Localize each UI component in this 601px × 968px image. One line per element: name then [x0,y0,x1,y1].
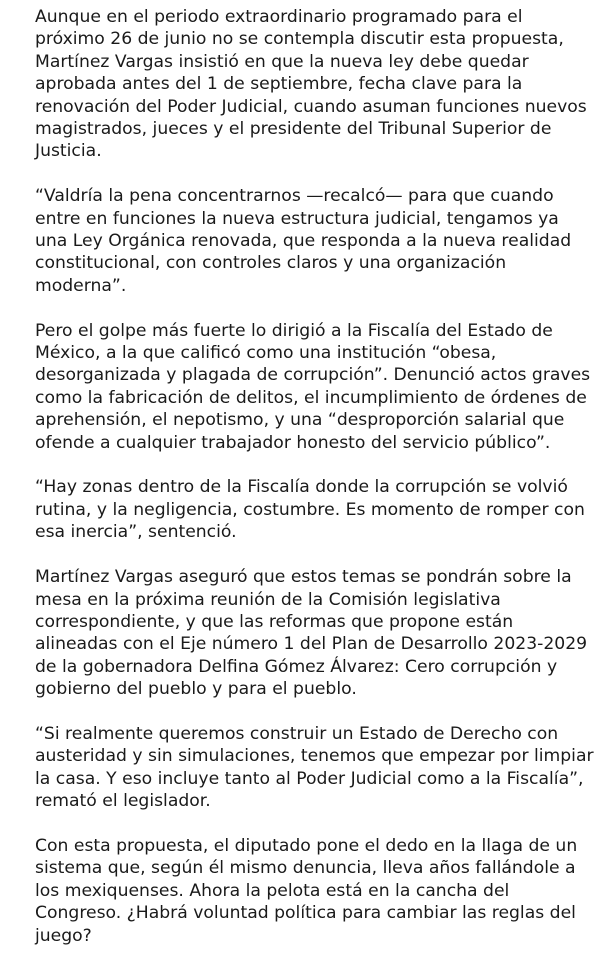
paragraph: Martínez Vargas aseguró que estos temas se pondrán sobre la mesa en la próxima reunión de la Comisión legislativa correspondiente, y que las reformas que propone están alineadas con el Eje número 1 del Plan de Desarrollo 2023-2029 de la gobernadora Delfina Gómez Álvarez: Cero corrupción y gobierno del pueblo y para el pueblo. [35,567,588,700]
quote-paragraph: “Hay zonas dentro de la Fiscalía donde la corrupción se volvió rutina, y la negligencia, costumbre. Es momento de romper con esa inercia”, sentenció. [35,477,585,543]
paragraph: Aunque en el periodo extraordinario programado para el próximo 26 de junio no se contempla discutir esta propuesta, Martínez Vargas insistió en que la nueva ley debe quedar aprobada antes del 1 de septiembre, fecha clave para la renovación del Poder Judicial, cuando asuman funciones nuevos magistrados, jueces y el presidente del Tribunal Superior de Justicia. [35,7,587,162]
paragraph: Pero el golpe más fuerte lo dirigió a la Fiscalía del Estado de México, a la que calificó como una institución “obesa, desorganizada y plagada de corrupción”. Denunció actos graves como la fabricación de delitos, el incumplimiento de órdenes de aprehensión, el nepotismo, y una “desproporción salarial que ofende a cualquier trabajador honesto del servicio público”. [35,320,591,453]
quote-paragraph: “Valdría la pena concentrarnos —recalcó— para que cuando entre en funciones la nueva estructura judicial, tengamos ya una Ley Orgánica renovada, que responda a la nueva realidad constitucional, con controles claros y una organización moderna”. [35,186,572,296]
article-body [35,6,595,947]
quote-paragraph: “Si realmente queremos construir un Estado de Derecho con austeridad y sin simulaciones, tenemos que empezar por limpiar la casa. Y eso incluye tanto al Poder Judicial como a la Fiscalía”, remató el legislador. [35,723,594,812]
paragraph: Con esta propuesta, el diputado pone el dedo en la llaga de un sistema que, según él mismo denuncia, lleva años fallándole a los mexiquenses. Ahora la pelota está en la cancha del Congreso. ¿Habrá voluntad política para cambiar las reglas del juego? [35,835,578,946]
